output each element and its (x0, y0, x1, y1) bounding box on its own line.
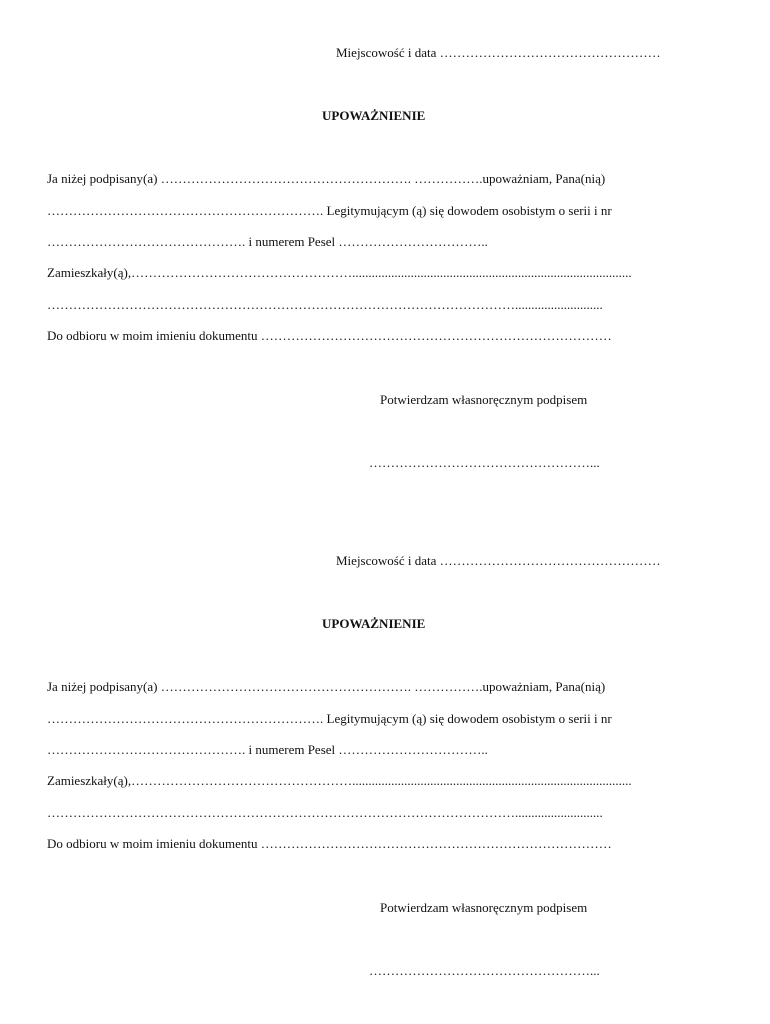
pesel-line[interactable]: ………………………………………. i numerem Pesel …………………………….. (47, 742, 488, 757)
confirmation-text: Potwierdzam własnoręcznym podpisem (380, 392, 588, 407)
document-pickup-line[interactable]: Do odbioru w moim imieniu dokumentu ……………………………………………………………………… (47, 328, 612, 343)
id-card-line[interactable]: ………………………………………………………. Legitymującym (ą) się dowodem osobistym o serii i nr (47, 203, 612, 218)
signature-field[interactable]: ……………………………………………... (369, 963, 600, 978)
place-date-field[interactable]: Miejscowość i data …………………………………………… (336, 553, 661, 568)
pesel-line[interactable]: ………………………………………. i numerem Pesel …………………………….. (47, 234, 488, 249)
place-date-field[interactable]: Miejscowość i data …………………………………………… (336, 45, 661, 60)
confirmation-text: Potwierdzam własnoręcznym podpisem (380, 900, 588, 915)
signatory-line[interactable]: Ja niżej podpisany(a) …………………………………………………. …………….upoważniam, Pana(nią) (47, 679, 606, 694)
address-continuation-line[interactable]: ………………………………………………………………………………………………........................... (47, 297, 603, 312)
form-title: UPOWAŻNIENIE (322, 616, 426, 631)
signatory-line[interactable]: Ja niżej podpisany(a) …………………………………………………. …………….upoważniam, Pana(nią) (47, 171, 606, 186)
signature-field[interactable]: ……………………………………………... (369, 455, 600, 470)
address-continuation-line[interactable]: ………………………………………………………………………………………………........................... (47, 805, 603, 820)
id-card-line[interactable]: ………………………………………………………. Legitymującym (ą) się dowodem osobistym o serii i nr (47, 711, 612, 726)
address-line[interactable]: Zamieszkały(ą),……………………………………………...................................................................................... (47, 773, 632, 788)
document-pickup-line[interactable]: Do odbioru w moim imieniu dokumentu ……………………………………………………………………… (47, 836, 612, 851)
form-title: UPOWAŻNIENIE (322, 108, 426, 123)
address-line[interactable]: Zamieszkały(ą),……………………………………………...................................................................................... (47, 265, 632, 280)
